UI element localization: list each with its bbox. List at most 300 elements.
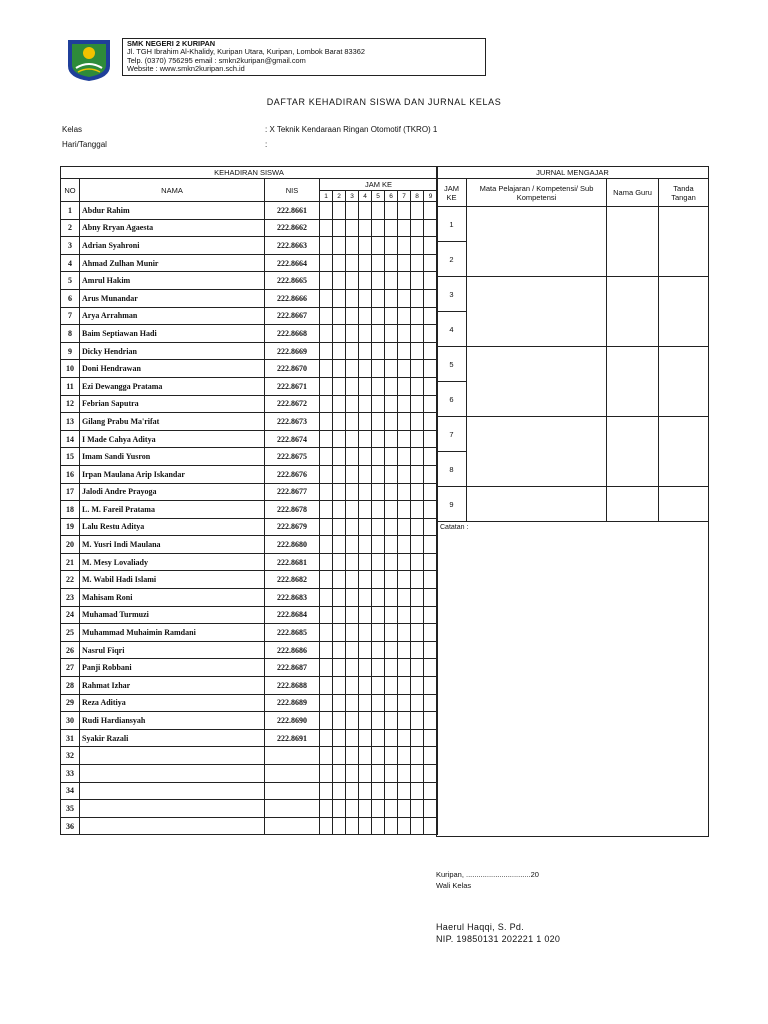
student-nis: 222.8684 — [265, 606, 320, 624]
attendance-cell — [346, 325, 359, 343]
attendance-cell — [398, 202, 411, 220]
attendance-cell — [333, 430, 346, 448]
attendance-cell — [372, 342, 385, 360]
attendance-cell — [398, 694, 411, 712]
attendance-cell — [320, 536, 333, 554]
attendance-cell — [411, 237, 424, 255]
student-number: 33 — [61, 765, 80, 783]
attendance-cell — [398, 765, 411, 783]
student-nis: 222.8682 — [265, 571, 320, 589]
student-row — [61, 237, 438, 255]
student-row — [61, 817, 438, 835]
attendance-cell — [385, 641, 398, 659]
attendance-cell — [359, 624, 372, 642]
attendance-cell — [372, 694, 385, 712]
attendance-cell — [359, 589, 372, 607]
signer-block — [436, 922, 560, 945]
attendance-cell — [359, 342, 372, 360]
student-number: 17 — [61, 483, 80, 501]
attendance-cell — [398, 254, 411, 272]
student-number: 28 — [61, 677, 80, 695]
attendance-cell — [320, 817, 333, 835]
student-row — [61, 465, 438, 483]
attendance-cell — [333, 747, 346, 765]
journal-guru-cell — [607, 277, 659, 347]
student-number: 18 — [61, 501, 80, 519]
attendance-cell — [385, 800, 398, 818]
attendance-cell — [359, 501, 372, 519]
student-row — [61, 377, 438, 395]
attendance-cell — [346, 518, 359, 536]
attendance-cell — [398, 606, 411, 624]
jam-number-header: 1 — [320, 191, 333, 202]
attendance-cell — [398, 729, 411, 747]
attendance-cell — [320, 202, 333, 220]
attendance-table — [60, 166, 438, 835]
student-number: 20 — [61, 536, 80, 554]
attendance-cell — [385, 237, 398, 255]
attendance-cell — [411, 430, 424, 448]
student-name: Baim Septiawan Hadi — [80, 325, 265, 343]
attendance-cell — [398, 272, 411, 290]
attendance-cell — [359, 817, 372, 835]
school-contact: Telp. (0370) 756295 email : smkn2kuripan@gmail.com — [127, 55, 306, 65]
attendance-cell — [411, 729, 424, 747]
student-number: 32 — [61, 747, 80, 765]
student-name: Muhammad Muhaimin Ramdani — [80, 624, 265, 642]
attendance-cell — [333, 325, 346, 343]
student-nis: 222.8680 — [265, 536, 320, 554]
attendance-cell — [385, 272, 398, 290]
student-row — [61, 694, 438, 712]
attendance-cell — [333, 589, 346, 607]
student-nis: 222.8677 — [265, 483, 320, 501]
journal-ttd-cell — [659, 277, 709, 347]
student-row — [61, 254, 438, 272]
attendance-cell — [372, 272, 385, 290]
attendance-cell — [320, 659, 333, 677]
attendance-cell — [372, 677, 385, 695]
kelas-value: : X Teknik Kendaraan Ringan Otomotif (TKRO) 1 — [265, 125, 438, 134]
student-name: Reza Aditiya — [80, 694, 265, 712]
attendance-cell — [398, 518, 411, 536]
attendance-cell — [333, 448, 346, 466]
student-name: M. Mesy Lovaliady — [80, 553, 265, 571]
attendance-cell — [411, 289, 424, 307]
attendance-cell — [333, 413, 346, 431]
attendance-cell — [333, 465, 346, 483]
attendance-cell — [372, 800, 385, 818]
student-nis — [265, 800, 320, 818]
student-name: Panji Robbani — [80, 659, 265, 677]
journal-guru-cell — [607, 487, 659, 522]
student-nis: 222.8671 — [265, 377, 320, 395]
attendance-cell — [320, 289, 333, 307]
catatan-notes: Catatan : — [437, 522, 709, 837]
attendance-cell — [411, 395, 424, 413]
school-logo — [64, 36, 114, 82]
student-number: 36 — [61, 817, 80, 835]
attendance-cell — [398, 536, 411, 554]
jam-number-header: 8 — [411, 191, 424, 202]
student-number: 24 — [61, 606, 80, 624]
attendance-cell — [333, 782, 346, 800]
jam-number-header: 5 — [372, 191, 385, 202]
attendance-cell — [398, 413, 411, 431]
student-number: 31 — [61, 729, 80, 747]
attendance-cell — [385, 729, 398, 747]
attendance-cell — [359, 747, 372, 765]
attendance-cell — [385, 377, 398, 395]
attendance-cell — [372, 202, 385, 220]
attendance-cell — [385, 659, 398, 677]
attendance-cell — [346, 395, 359, 413]
attendance-cell — [411, 360, 424, 378]
student-name: Mahisam Roni — [80, 589, 265, 607]
student-row — [61, 765, 438, 783]
student-name: Irpan Maulana Arip Iskandar — [80, 465, 265, 483]
attendance-cell — [359, 677, 372, 695]
attendance-cell — [372, 518, 385, 536]
attendance-cell — [385, 694, 398, 712]
attendance-cell — [385, 589, 398, 607]
student-number: 6 — [61, 289, 80, 307]
student-nis — [265, 817, 320, 835]
attendance-cell — [346, 254, 359, 272]
attendance-cell — [359, 289, 372, 307]
attendance-cell — [333, 219, 346, 237]
journal-row — [437, 277, 709, 312]
attendance-cell — [385, 413, 398, 431]
attendance-cell — [346, 202, 359, 220]
jam-number-header: 9 — [424, 191, 438, 202]
student-row — [61, 589, 438, 607]
attendance-cell — [398, 342, 411, 360]
attendance-cell — [398, 624, 411, 642]
student-row — [61, 553, 438, 571]
attendance-cell — [372, 501, 385, 519]
student-name — [80, 782, 265, 800]
col-header-nama: NAMA — [80, 179, 265, 202]
student-row — [61, 747, 438, 765]
student-nis: 222.8667 — [265, 307, 320, 325]
attendance-cell — [385, 219, 398, 237]
journal-jam-number: 2 — [437, 242, 467, 277]
attendance-cell — [372, 289, 385, 307]
attendance-cell — [320, 677, 333, 695]
attendance-cell — [346, 430, 359, 448]
student-row — [61, 800, 438, 818]
attendance-cell — [333, 553, 346, 571]
student-number: 16 — [61, 465, 80, 483]
attendance-cell — [333, 817, 346, 835]
attendance-cell — [372, 747, 385, 765]
attendance-cell — [398, 800, 411, 818]
student-name: M. Wabil Hadi Islami — [80, 571, 265, 589]
attendance-cell — [359, 430, 372, 448]
student-nis: 222.8676 — [265, 465, 320, 483]
attendance-cell — [320, 694, 333, 712]
student-row — [61, 518, 438, 536]
attendance-cell — [385, 553, 398, 571]
jam-number-header: 6 — [385, 191, 398, 202]
attendance-cell — [359, 413, 372, 431]
student-nis: 222.8685 — [265, 624, 320, 642]
attendance-cell — [411, 641, 424, 659]
attendance-cell — [346, 272, 359, 290]
journal-row — [437, 207, 709, 242]
attendance-cell — [385, 518, 398, 536]
attendance-cell — [372, 377, 385, 395]
attendance-cell — [359, 765, 372, 783]
student-nis: 222.8665 — [265, 272, 320, 290]
student-number: 30 — [61, 712, 80, 730]
student-nis: 222.8670 — [265, 360, 320, 378]
attendance-cell — [411, 342, 424, 360]
attendance-cell — [385, 817, 398, 835]
attendance-cell — [372, 237, 385, 255]
attendance-cell — [411, 782, 424, 800]
attendance-cell — [385, 765, 398, 783]
journal-mapel-cell — [467, 487, 607, 522]
attendance-cell — [346, 817, 359, 835]
student-name: Ahmad Zulhan Munir — [80, 254, 265, 272]
student-number: 25 — [61, 624, 80, 642]
student-number: 26 — [61, 641, 80, 659]
journal-mapel-cell — [467, 207, 607, 277]
attendance-cell — [372, 325, 385, 343]
attendance-cell — [333, 289, 346, 307]
attendance-cell — [346, 747, 359, 765]
student-nis: 222.8672 — [265, 395, 320, 413]
attendance-cell — [411, 553, 424, 571]
col-header-jam-ke: JAM KE — [320, 179, 438, 191]
student-name: L. M. Fareil Pratama — [80, 501, 265, 519]
attendance-cell — [333, 483, 346, 501]
attendance-cell — [320, 641, 333, 659]
attendance-cell — [411, 747, 424, 765]
student-number: 13 — [61, 413, 80, 431]
attendance-cell — [346, 800, 359, 818]
attendance-cell — [398, 219, 411, 237]
attendance-cell — [385, 202, 398, 220]
student-nis: 222.8689 — [265, 694, 320, 712]
attendance-cell — [411, 765, 424, 783]
student-name: Ezi Dewangga Pratama — [80, 377, 265, 395]
student-number: 15 — [61, 448, 80, 466]
attendance-cell — [372, 430, 385, 448]
attendance-cell — [320, 219, 333, 237]
student-row — [61, 712, 438, 730]
attendance-cell — [385, 395, 398, 413]
jam-number-header: 3 — [346, 191, 359, 202]
student-number: 22 — [61, 571, 80, 589]
student-name: Syakir Razali — [80, 729, 265, 747]
attendance-cell — [346, 289, 359, 307]
attendance-cell — [333, 395, 346, 413]
student-name: Lalu Restu Aditya — [80, 518, 265, 536]
attendance-cell — [359, 571, 372, 589]
attendance-cell — [333, 501, 346, 519]
student-nis: 222.8668 — [265, 325, 320, 343]
col-header-nis: NIS — [265, 179, 320, 202]
attendance-cell — [385, 782, 398, 800]
attendance-cell — [398, 325, 411, 343]
student-name — [80, 800, 265, 818]
student-number: 9 — [61, 342, 80, 360]
attendance-cell — [346, 483, 359, 501]
journal-ttd-cell — [659, 347, 709, 417]
attendance-cell — [320, 765, 333, 783]
student-name: Muhamad Turmuzi — [80, 606, 265, 624]
attendance-cell — [333, 765, 346, 783]
student-name: Dicky Hendrian — [80, 342, 265, 360]
attendance-cell — [359, 272, 372, 290]
student-number: 1 — [61, 202, 80, 220]
student-nis: 222.8674 — [265, 430, 320, 448]
student-row — [61, 606, 438, 624]
attendance-cell — [359, 659, 372, 677]
student-nis: 222.8678 — [265, 501, 320, 519]
attendance-cell — [333, 272, 346, 290]
attendance-cell — [411, 219, 424, 237]
attendance-cell — [346, 553, 359, 571]
attendance-cell — [333, 377, 346, 395]
journal-mapel-cell — [467, 417, 607, 487]
attendance-cell — [346, 465, 359, 483]
student-row — [61, 677, 438, 695]
col-header-jam-ke-journal: JAM KE — [437, 179, 467, 207]
student-number: 19 — [61, 518, 80, 536]
student-number: 5 — [61, 272, 80, 290]
attendance-cell — [411, 307, 424, 325]
student-row — [61, 219, 438, 237]
student-nis: 222.8687 — [265, 659, 320, 677]
attendance-cell — [333, 202, 346, 220]
student-number: 27 — [61, 659, 80, 677]
attendance-cell — [359, 729, 372, 747]
attendance-cell — [372, 712, 385, 730]
school-address: Jl. TGH Ibrahim Al-Khalidy, Kuripan Utara, Kuripan, Lombok Barat 83362 — [127, 47, 365, 57]
student-number: 11 — [61, 377, 80, 395]
attendance-cell — [385, 483, 398, 501]
student-nis: 222.8686 — [265, 641, 320, 659]
attendance-cell — [411, 325, 424, 343]
student-number: 8 — [61, 325, 80, 343]
attendance-cell — [411, 483, 424, 501]
student-row — [61, 413, 438, 431]
attendance-cell — [385, 325, 398, 343]
student-number: 35 — [61, 800, 80, 818]
attendance-cell — [411, 413, 424, 431]
school-name: SMK NEGERI 2 KURIPAN — [127, 39, 216, 48]
attendance-cell — [333, 571, 346, 589]
journal-jam-number: 9 — [437, 487, 467, 522]
attendance-cell — [333, 694, 346, 712]
student-name: Jalodi Andre Prayoga — [80, 483, 265, 501]
attendance-cell — [372, 606, 385, 624]
attendance-cell — [411, 536, 424, 554]
journal-table — [436, 166, 709, 837]
attendance-cell — [411, 694, 424, 712]
attendance-cell — [411, 202, 424, 220]
student-nis: 222.8688 — [265, 677, 320, 695]
attendance-cell — [333, 536, 346, 554]
attendance-cell — [398, 483, 411, 501]
attendance-cell — [346, 729, 359, 747]
attendance-cell — [346, 659, 359, 677]
school-info-box — [122, 38, 486, 76]
student-row — [61, 501, 438, 519]
school-website: Website : www.smkn2kuripan.sch.id — [127, 64, 245, 74]
attendance-cell — [398, 553, 411, 571]
student-name — [80, 747, 265, 765]
student-nis — [265, 765, 320, 783]
attendance-cell — [320, 606, 333, 624]
attendance-cell — [346, 606, 359, 624]
attendance-cell — [359, 465, 372, 483]
student-name: Febrian Saputra — [80, 395, 265, 413]
attendance-cell — [372, 219, 385, 237]
student-nis: 222.8661 — [265, 202, 320, 220]
attendance-cell — [346, 782, 359, 800]
attendance-cell — [398, 641, 411, 659]
attendance-cell — [359, 307, 372, 325]
attendance-cell — [346, 765, 359, 783]
attendance-cell — [320, 571, 333, 589]
attendance-cell — [333, 237, 346, 255]
attendance-cell — [385, 677, 398, 695]
student-name: I Made Cahya Aditya — [80, 430, 265, 448]
attendance-cell — [398, 677, 411, 695]
journal-section-header: JURNAL MENGAJAR — [437, 167, 709, 179]
student-row — [61, 571, 438, 589]
attendance-cell — [320, 430, 333, 448]
student-row — [61, 448, 438, 466]
attendance-cell — [372, 553, 385, 571]
attendance-cell — [398, 360, 411, 378]
attendance-cell — [320, 747, 333, 765]
attendance-cell — [411, 817, 424, 835]
student-row — [61, 360, 438, 378]
journal-jam-number: 3 — [437, 277, 467, 312]
tanggal-value: : — [265, 140, 268, 149]
student-nis: 222.8666 — [265, 289, 320, 307]
student-nis: 222.8675 — [265, 448, 320, 466]
jam-number-header: 7 — [398, 191, 411, 202]
attendance-cell — [320, 624, 333, 642]
student-number: 2 — [61, 219, 80, 237]
attendance-cell — [333, 254, 346, 272]
attendance-cell — [346, 360, 359, 378]
attendance-cell — [385, 289, 398, 307]
attendance-cell — [333, 659, 346, 677]
attendance-cell — [359, 219, 372, 237]
journal-guru-cell — [607, 207, 659, 277]
attendance-cell — [346, 712, 359, 730]
attendance-cell — [346, 624, 359, 642]
student-row — [61, 641, 438, 659]
jam-number-header: 4 — [359, 191, 372, 202]
attendance-cell — [320, 553, 333, 571]
attendance-cell — [411, 272, 424, 290]
attendance-cell — [320, 413, 333, 431]
attendance-cell — [346, 571, 359, 589]
journal-mapel-cell — [467, 347, 607, 417]
journal-jam-number: 6 — [437, 382, 467, 417]
student-name: Amrul Hakim — [80, 272, 265, 290]
attendance-cell — [398, 448, 411, 466]
